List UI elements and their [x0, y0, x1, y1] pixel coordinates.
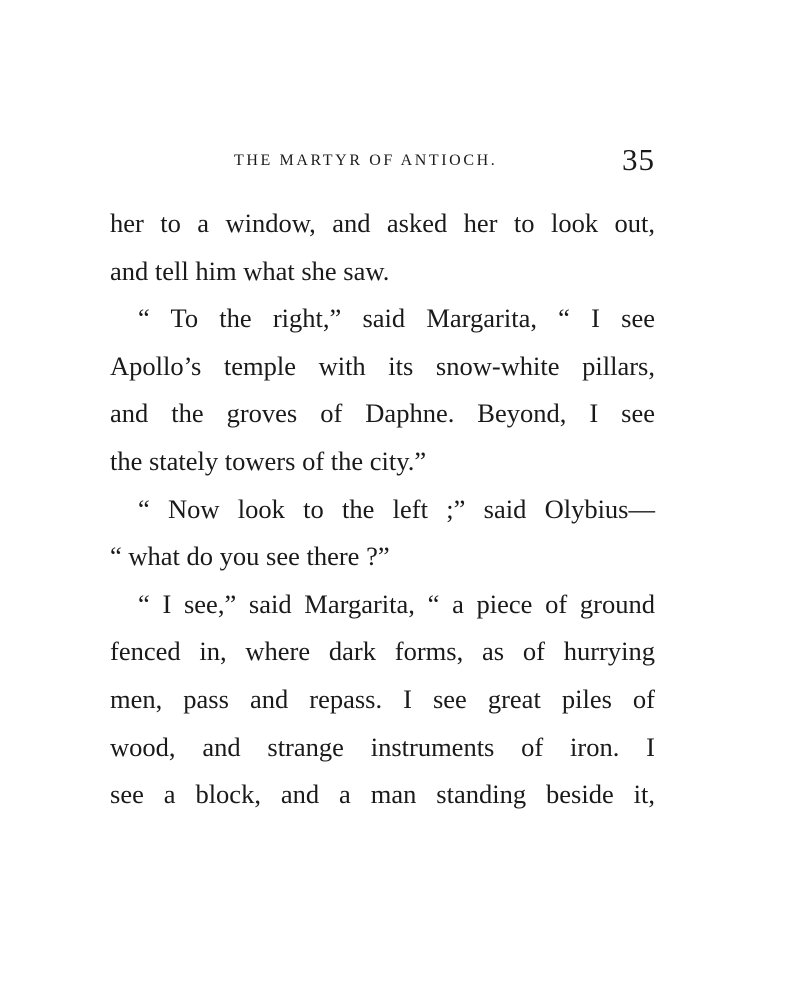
body-text — [110, 200, 655, 819]
text-line-6: the stately towers of the city.” — [110, 445, 427, 476]
text-line-1: her to a window, and asked her to look out, — [110, 208, 655, 238]
text-line-5: and the groves of Daphne. Beyond, I see — [110, 398, 655, 429]
text-line-10: fenced in, where dark forms, as of hurrying — [110, 636, 655, 667]
page-number: 35 — [622, 142, 655, 177]
running-head — [110, 142, 655, 182]
text-line-3: “ To the right,” said Margarita, “ I see — [138, 303, 655, 334]
running-title: THE MARTYR OF ANTIOCH. — [234, 152, 498, 169]
text-line-4: Apollo’s temple with its snow-white pillars, — [110, 350, 655, 381]
text-line-9: “ I see,” said Margarita, “ a piece of ground — [138, 588, 655, 619]
text-line-8: “ what do you see there ?” — [110, 541, 390, 572]
text-line-13: see a block, and a man standing beside it, — [110, 779, 655, 810]
text-line-12: wood, and strange instruments of iron. I — [110, 731, 655, 762]
text-line-2: and tell him what she saw. — [110, 255, 390, 286]
text-line-7: “ Now look to the left ;” said Olybius— — [138, 493, 655, 524]
text-line-11: men, pass and repass. I see great piles of — [110, 683, 655, 714]
